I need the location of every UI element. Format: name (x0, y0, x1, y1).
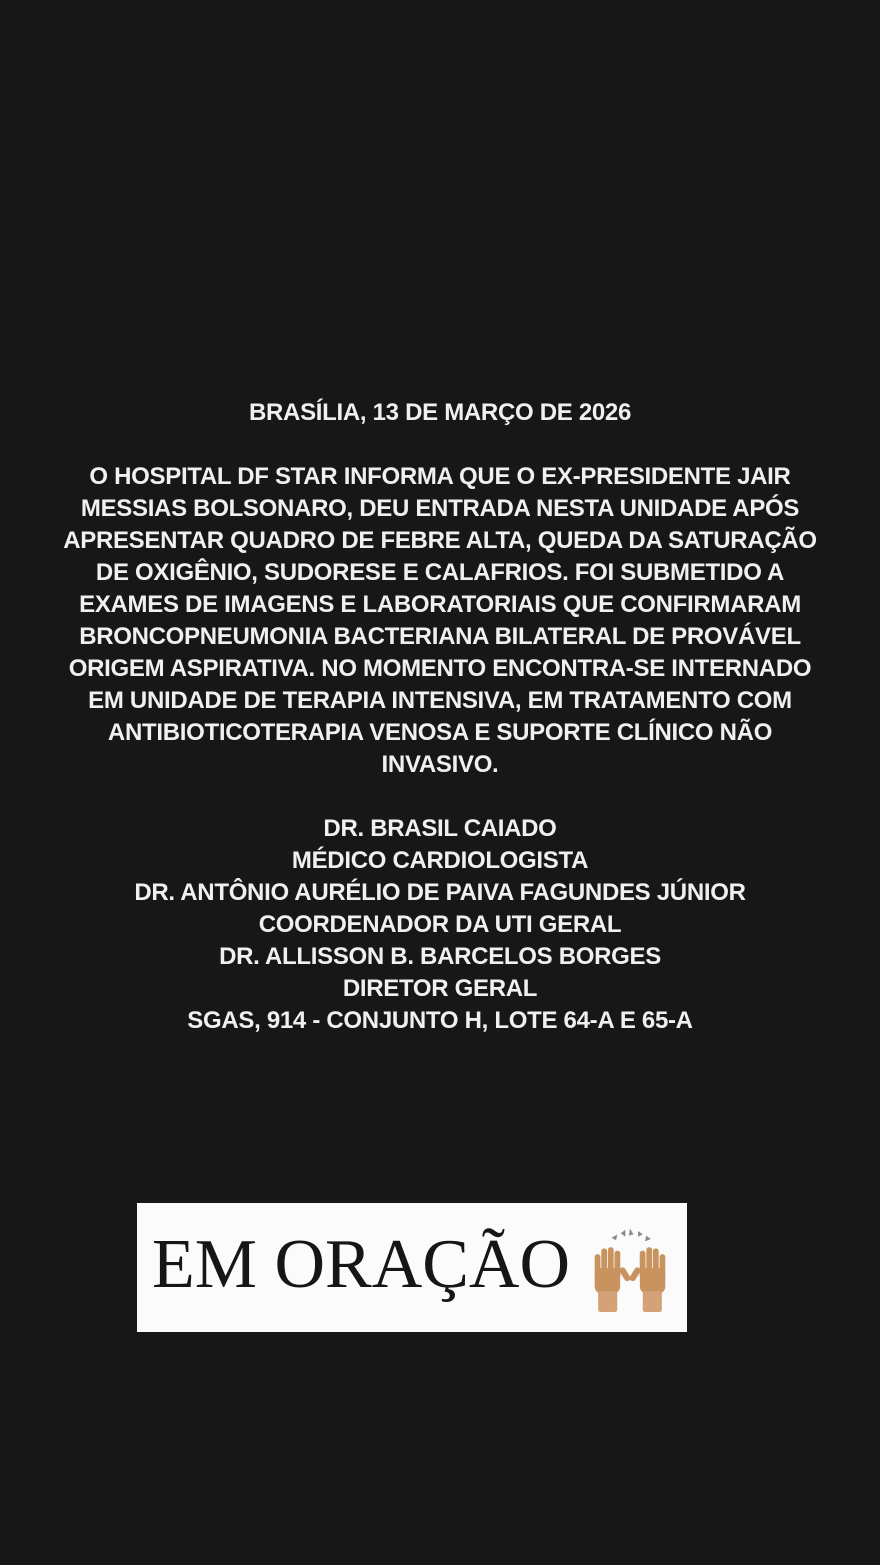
signature-name: DR. ANTÔNIO AURÉLIO DE PAIVA FAGUNDES JÚNIOR (134, 879, 746, 906)
statement-dateline: BRASÍLIA, 13 DE MARÇO DE 2026 (248, 399, 632, 426)
statement-body-line: DE OXIGÊNIO, SUDORESE E CALAFRIOS. FOI SUBMETIDO A (95, 559, 785, 586)
signature-name: DR. ALLISSON B. BARCELOS BORGES (219, 943, 661, 970)
statement-body-line: INVASIVO. (381, 751, 499, 778)
statement-body-line: BRONCOPNEUMONIA BACTERIANA BILATERAL DE PROVÁVEL (79, 623, 801, 650)
signature-name: DR. BRASIL CAIADO (323, 815, 557, 842)
banner-label: EM ORAÇÃO (151, 1225, 571, 1303)
signature-role: MÉDICO CARDIOLOGISTA (291, 847, 589, 874)
medical-statement (0, 397, 880, 1037)
signature-role: DIRETOR GERAL (342, 975, 538, 1002)
statement-body-line: EM UNIDADE DE TERAPIA INTENSIVA, EM TRATAMENTO COM (88, 687, 792, 714)
statement-body (0, 461, 880, 781)
statement-body-line: EXAMES DE IMAGENS E LABORATORIAIS QUE CONFIRMARAM (79, 591, 801, 618)
hospital-address: SGAS, 914 - CONJUNTO H, LOTE 64-A E 65-A (187, 1007, 693, 1034)
raising-hands-icon (588, 1224, 672, 1312)
statement-body-line: O HOSPITAL DF STAR INFORMA QUE O EX-PRESIDENTE JAIR (89, 463, 791, 490)
statement-body-line: MESSIAS BOLSONARO, DEU ENTRADA NESTA UNIDADE APÓS (80, 495, 800, 522)
prayer-banner (137, 1203, 687, 1332)
statement-signatures (0, 813, 880, 1037)
statement-body-line: APRESENTAR QUADRO DE FEBRE ALTA, QUEDA DA SATURAÇÃO (63, 527, 817, 554)
statement-body-line: ORIGEM ASPIRATIVA. NO MOMENTO ENCONTRA-SE INTERNADO (68, 655, 812, 682)
statement-body-line: ANTIBIOTICOTERAPIA VENOSA E SUPORTE CLÍNICO NÃO (107, 719, 773, 746)
signature-role: COORDENADOR DA UTI GERAL (258, 911, 622, 938)
